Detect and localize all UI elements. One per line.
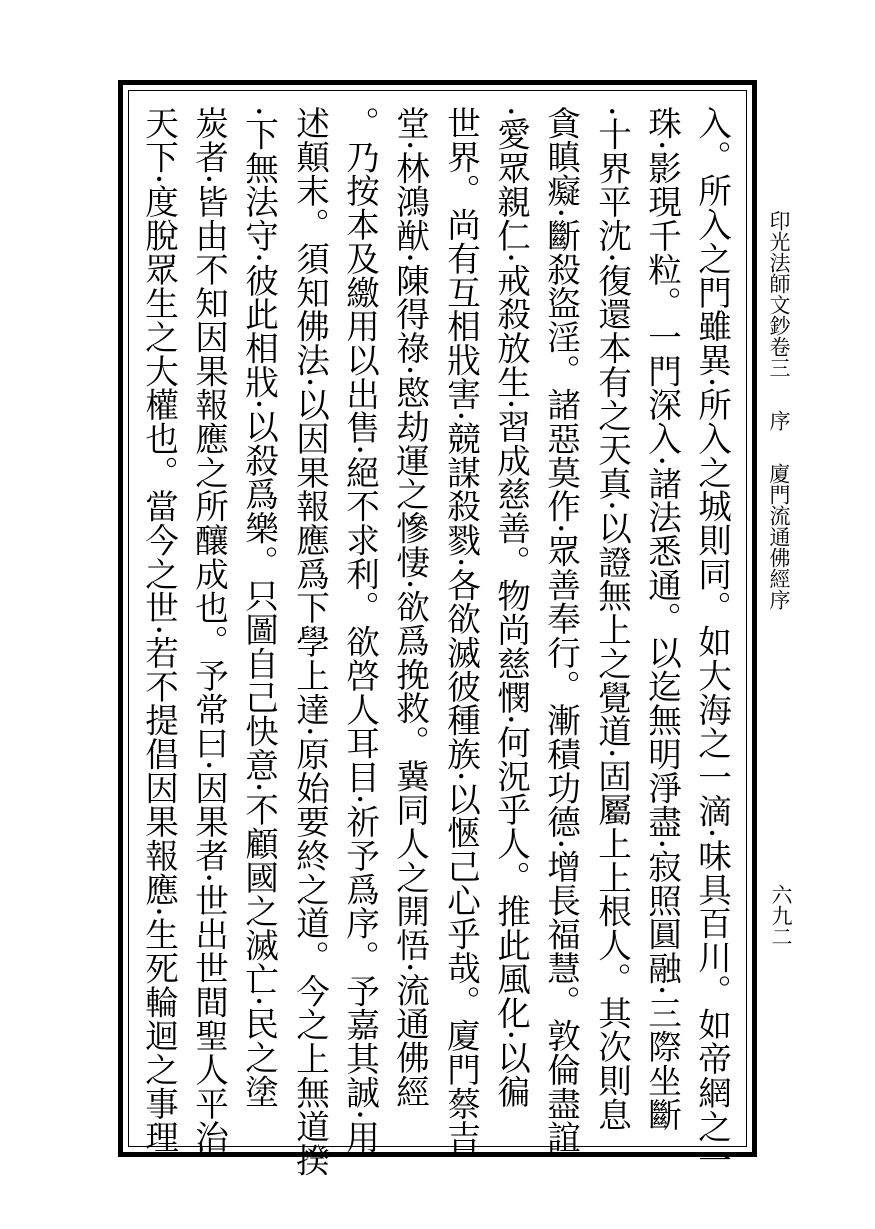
text-column-10: ·下無法守·彼此相戕·以殺爲樂。只圖自己快意·不顧國之滅亡·民之塗 (239, 106, 279, 1109)
book-title: 印光法師文鈔卷三 (767, 210, 791, 378)
text-column-6: 世界。尚有互相戕害·競謀殺戮·各欲滅彼種族·以愜己心乎哉。廈門蔡吉 (441, 106, 481, 1154)
text-column-3: ·十界平沈·復還本有之天真·以證無上之覺道·固屬上上根人。其次則息 (592, 106, 632, 1132)
text-column-9: 述顛末。須知佛法·以因果報應爲下學上達·原始要終之道。今之上無道揆 (290, 106, 330, 1177)
text-column-12: 天下·度脫眾生之大權也。當今之世·若不提倡因果報應·生死輪迴之事理 (139, 106, 179, 1154)
text-column-11: 炭者·皆由不知因果報應之所釀成也。予常曰·因果者·世出世間聖人平治 (189, 106, 229, 1154)
page-number: 六九二 (769, 884, 793, 947)
text-column-2: 珠·影現千粒。一門深入·諸法悉通。以迄無明淨盡·寂照圓融·三際坐斷 (642, 106, 682, 1132)
text-column-1: 入。所入之門雖異·所入之城則同。如大海之一滴·味具百川。如帝網之一 (692, 106, 732, 1177)
text-column-5: ·愛眾親仁·戒殺放生·習成慈善。物尚慈憫·何況乎人。推此風化·以徧 (491, 106, 531, 1109)
article-title: 廈門流通佛經序 (767, 463, 791, 610)
text-column-7: 堂·林鴻猷·陳得祿·愍劫運之慘悽·欲爲挽救。冀同人之開悟·流通佛經 (390, 106, 430, 1109)
running-header (768, 210, 789, 610)
text-column-8: 。乃按本及繳用以出售·絕不求利。欲啓人耳目·祈予爲序。予嘉其誠·用 (340, 106, 380, 1154)
text-column-4: 貪瞋癡·斷殺盜淫。諸惡莫作·眾善奉行。漸積功德·增長福慧。敦倫盡誼 (541, 106, 581, 1154)
section-label: 序 (767, 410, 791, 431)
